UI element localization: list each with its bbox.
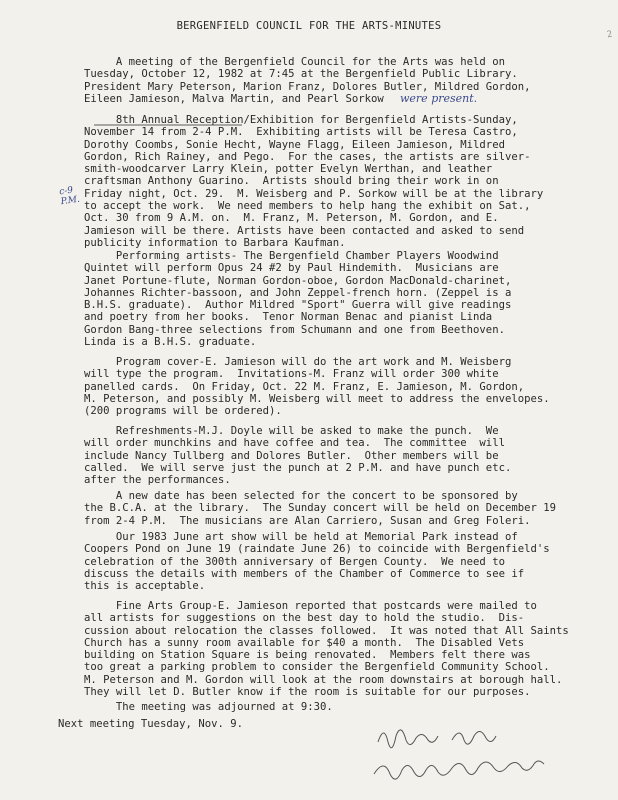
handwritten-margin-note: c-9 P.M. [58,185,81,208]
paragraph-next-meeting: Next meeting Tuesday, Nov. 9. [58,718,243,730]
paragraph-exhibition: 8th Annual Reception/Exhibition for Bergenfield Artists-Sunday, November 14 from 2-4 P.M. Exhibiting artists will be Teresa Castro, Dorothy Coombs, Sonie Hecht, Wayne Flagg, Eileen Jamieson, Mildred Gordon, Rich Rainey, and Pego. For the cases, the artists are silver- smith-woodcarver Larry Klein, potter Evelyn Werthan, and leather craftsman Anthony Guarino. Artists should bring their work in on Friday night, Oct. 29. M. Weisberg and P. Sorkow will be at the library to accept the work. We need members to help hang the exhibit on Sat., Oct. 30 from 9 A.M. on. M. Franz, M. Peterson, M. Gordon, and E. Jamieson will be there. Artists have been contacted and asked to send publicity information to Barbara Kaufman. [84,114,544,249]
handwritten-present-note: were present. [400,92,478,105]
paragraph-adjourned: The meeting was adjourned at 9:30. [84,701,333,713]
corner-mark: 2 [605,29,613,41]
document-title: BERGENFIELD COUNCIL FOR THE ARTS-MINUTES [176,20,442,32]
paragraph-refreshments: Refreshments-M.J. Doyle will be asked to make the punch. We will order munchkins and have coffee and tea. The committee will include Nancy Tullberg and Dolores Butler. Other members will be called. We will serve just the punch at 2 P.M. and have punch etc. after the performances. [84,425,512,487]
paragraph-concert: A new date has been selected for the concert to be sponsored by the B.C.A. at the library. The Sunday concert will be held on December 19 from 2-4 P.M. The musicians are Alan Carriero, Susan and Greg Foleri. [84,490,556,527]
paragraph-attendance: A meeting of the Bergenfield Council for the Arts was held on Tuesday, October 12, 1982 at 7:45 at the Bergenfield Public Library. President Mary Peterson, Marion Franz, Dolores Butler, Mildred Gordon, Eileen Jamieson, Malva Martin, and Pearl Sorkow [84,56,531,105]
exhibition-underline [84,124,244,127]
paragraph-fine-arts-group: Fine Arts Group-E. Jamieson reported that postcards were mailed to all artists for suggestions on the best day to hold the studio. Dis- cussion about relocation the classes followed. It was noted that All Saints Church has a sunny room available for $40 a month. The Disabled Vets building on Station Square is being renovated. Members felt there was too great a parking problem to consider the Bergenfield Community School. M. Peterson and M. Gordon will look at the room downstairs at borough hall. They will let D. Butler know if the room is suitable for our purposes. [84,600,569,699]
paragraph-performing-artists: Performing artists- The Bergenfield Chamber Players Woodwind Quintet will perform Opus 24 #2 by Paul Hindemith. Musicians are Janet Portune-flute, Norman Gordon-oboe, Gordon MacDonald-charinet, Johannes Richter-bassoon, and John Zeppel-french horn. (Zeppel is a B.H.S. graduate). Author Mildred "Sport" Guerra will give readings and poetry from her books. Tenor Norman Benac and pianist Linda Gordon Bang-three selections from Schumann and one from Beethoven. Linda is a B.H.S. graduate. [84,250,512,349]
handwritten-signature [370,712,590,792]
paragraph-june-art-show: Our 1983 June art show will be held at Memorial Park instead of Coopers Pond on June 19 (raindate June 26) to coincide with Bergenfield's celebration of the 300th anniversary of Bergen County. We need to discuss the details with members of the Chamber of Commerce to see if this is acceptable. [84,531,550,593]
paragraph-program-cover: Program cover-E. Jamieson will do the art work and M. Weisberg will type the program. Invitations-M. Franz will order 300 white panelled cards. On Friday, Oct. 22 M. Franz, E. Jamieson, M. Gordon, M. Peterson, and possibly M. Weisberg will meet to address the envelopes. (200 programs will be ordered). [84,356,550,418]
